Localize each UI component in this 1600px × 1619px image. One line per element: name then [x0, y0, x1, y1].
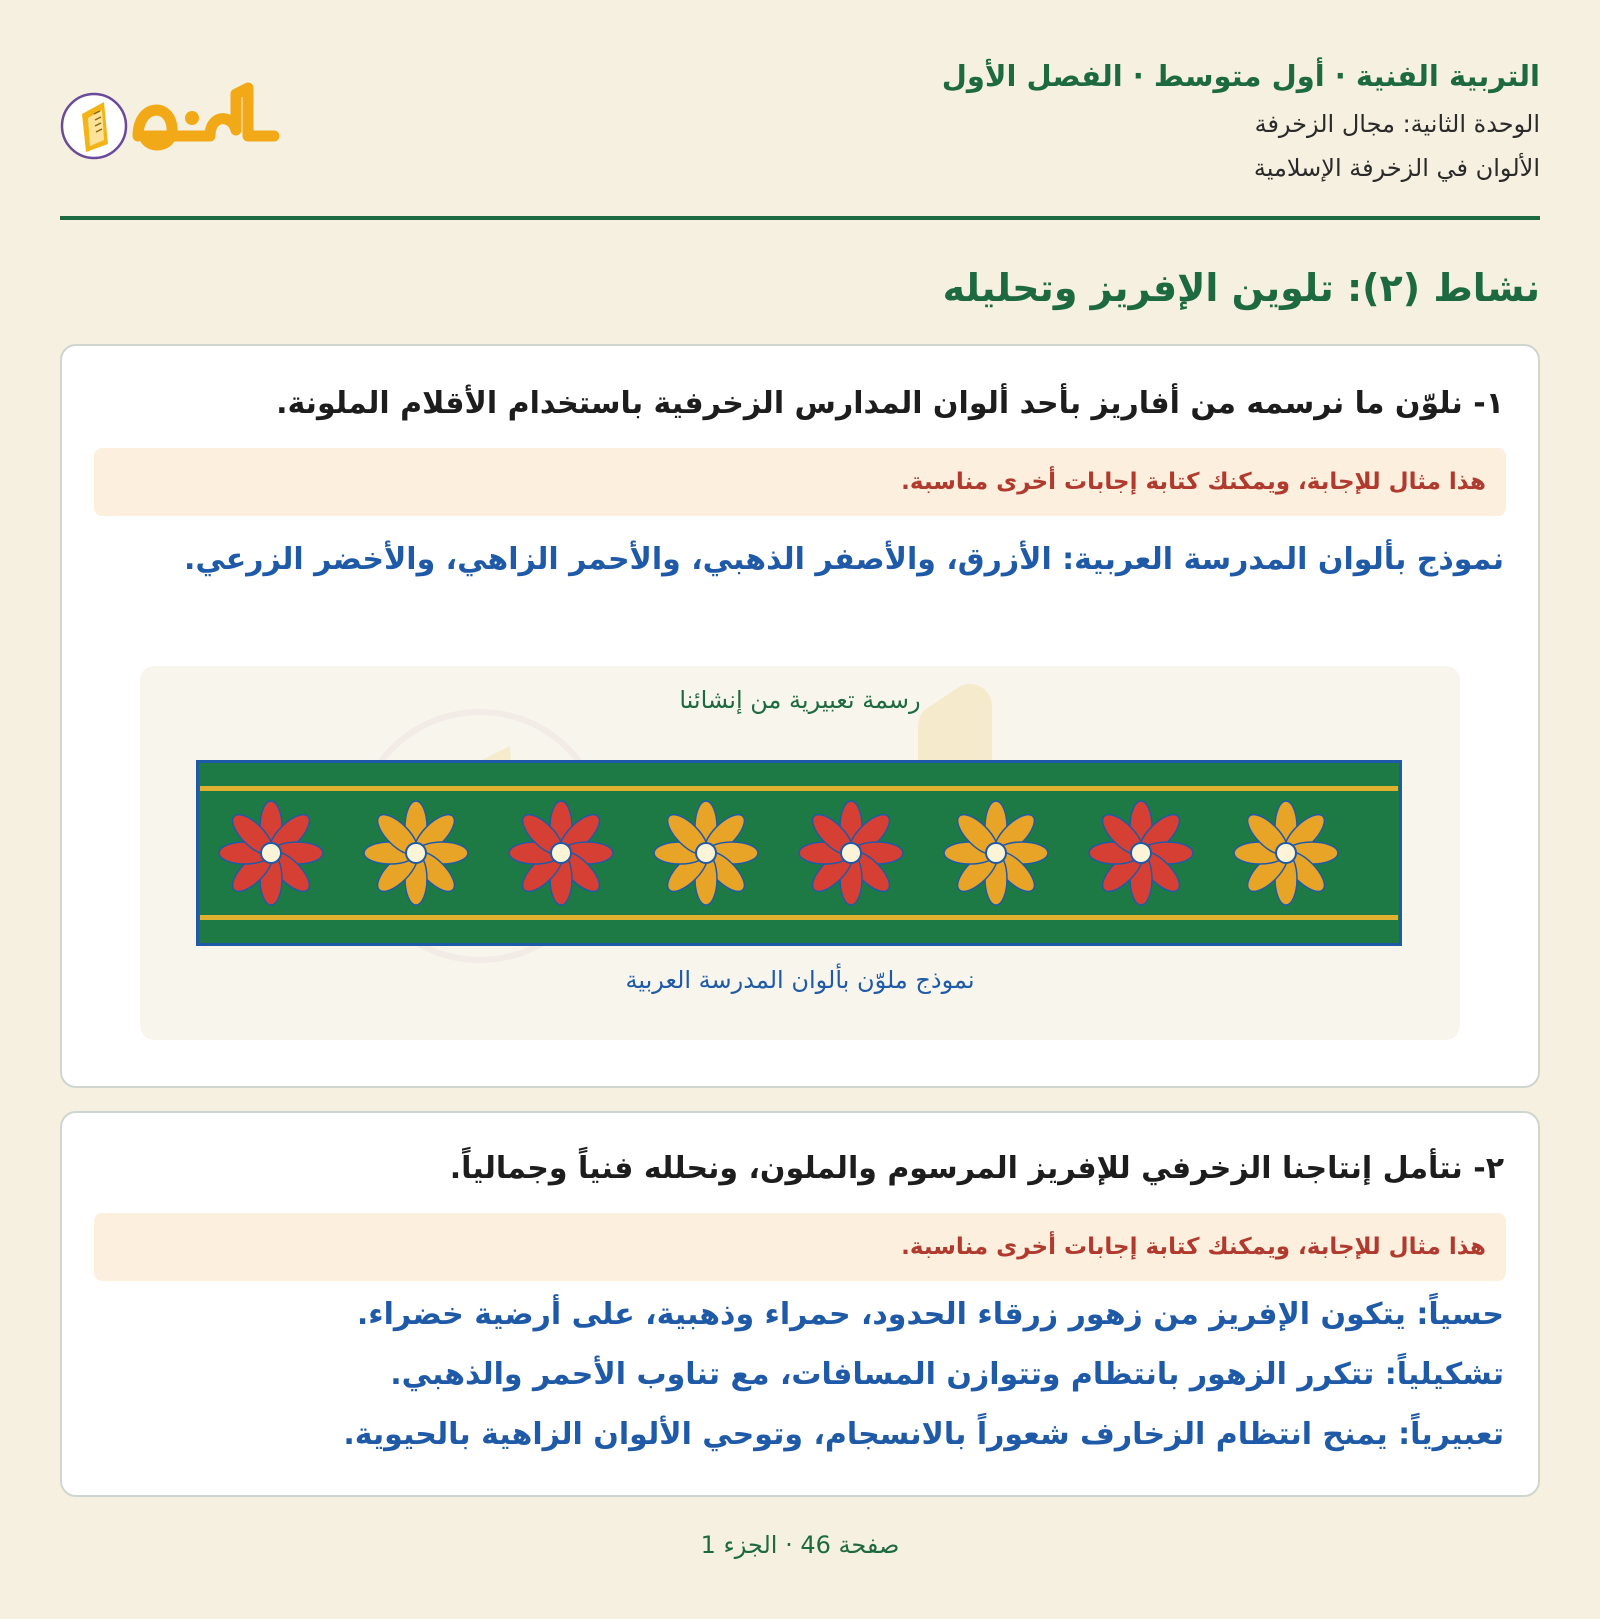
- answer-hint-box-1: [94, 448, 1506, 516]
- figure-caption-top: رسمة تعبيرية من إنشائنا: [679, 686, 921, 714]
- answer-2-formal: تشكيلياً: تتكرر الزهور بانتظام وتتوازن المسافات، مع تناوب الأحمر والذهبي.: [390, 1357, 1504, 1392]
- figure-caption-bottom: نموذج ملوّن بألوان المدرسة العربية: [625, 966, 975, 994]
- header-text: [942, 56, 1540, 188]
- lesson-line: الألوان في الزخرفة الإسلامية: [1253, 154, 1540, 182]
- answer-hint-text-1: هذا مثال للإجابة، ويمكنك كتابة إجابات أخرى مناسبة.: [901, 469, 1486, 495]
- frieze-flower: [219, 801, 323, 905]
- frieze-flower: [1234, 801, 1338, 905]
- frieze-flower: [654, 801, 758, 905]
- frieze-flower: [364, 801, 468, 905]
- flower-center: [1276, 843, 1296, 863]
- activity-title: نشاط (٢): تلوين الإفريز وتحليله: [942, 266, 1540, 310]
- flower-center: [696, 843, 716, 863]
- page-header: [60, 48, 1540, 220]
- question-1-text: ١- نلوّن ما نرسمه من أفاريز بأحد ألوان المدارس الزخرفية باستخدام الأقلام الملونة.: [276, 386, 1504, 421]
- answer-2-expressive: تعبيرياً: يمنح انتظام الزخارف شعوراً بالانسجام، وتوحي الألوان الزاهية بالحيوية.: [343, 1417, 1504, 1452]
- page: [60, 0, 1540, 1619]
- question-2-text: ٢- نتأمل إنتاجنا الزخرفي للإفريز المرسوم والملون، ونحلله فنياً وجمالياً.: [449, 1151, 1504, 1186]
- frieze-bottom-stripe: [200, 915, 1398, 920]
- question-card-2: [60, 1111, 1540, 1497]
- hulul-logo: [60, 74, 280, 168]
- flower-center: [986, 843, 1006, 863]
- flower-center: [841, 843, 861, 863]
- frieze-top-stripe: [200, 786, 1398, 791]
- colored-frieze: [196, 760, 1402, 946]
- answer-1-text: نموذج بألوان المدرسة العربية: الأزرق، والأصفر الذهبي، والأحمر الزاهي، والأخضر الزرعي.: [183, 542, 1504, 577]
- frieze-flower: [799, 801, 903, 905]
- flower-center: [1131, 843, 1151, 863]
- answer-2-sensory: حسياً: يتكون الإفريز من زهور زرقاء الحدود، حمراء وذهبية، على أرضية خضراء.: [356, 1297, 1504, 1332]
- logo-book-icon: [62, 94, 126, 158]
- answer-2-list: [98, 1285, 1504, 1465]
- frieze-flower: [944, 801, 1048, 905]
- course-title: التربية الفنية · أول متوسط · الفصل الأول: [941, 59, 1540, 93]
- answer-hint-text-2: هذا مثال للإجابة، ويمكنك كتابة إجابات أخرى مناسبة.: [901, 1234, 1486, 1260]
- flower-center: [551, 843, 571, 863]
- frieze-flower: [1089, 801, 1193, 905]
- frieze-figure: [140, 666, 1460, 1040]
- answer-hint-box-2: [94, 1213, 1506, 1281]
- flower-center: [261, 843, 281, 863]
- page-footer: صفحة 46 · الجزء 1: [700, 1531, 900, 1559]
- frieze-flower: [509, 801, 613, 905]
- flower-center: [406, 843, 426, 863]
- unit-line: الوحدة الثانية: مجال الزخرفة: [1254, 110, 1540, 138]
- question-card-1: [60, 344, 1540, 1088]
